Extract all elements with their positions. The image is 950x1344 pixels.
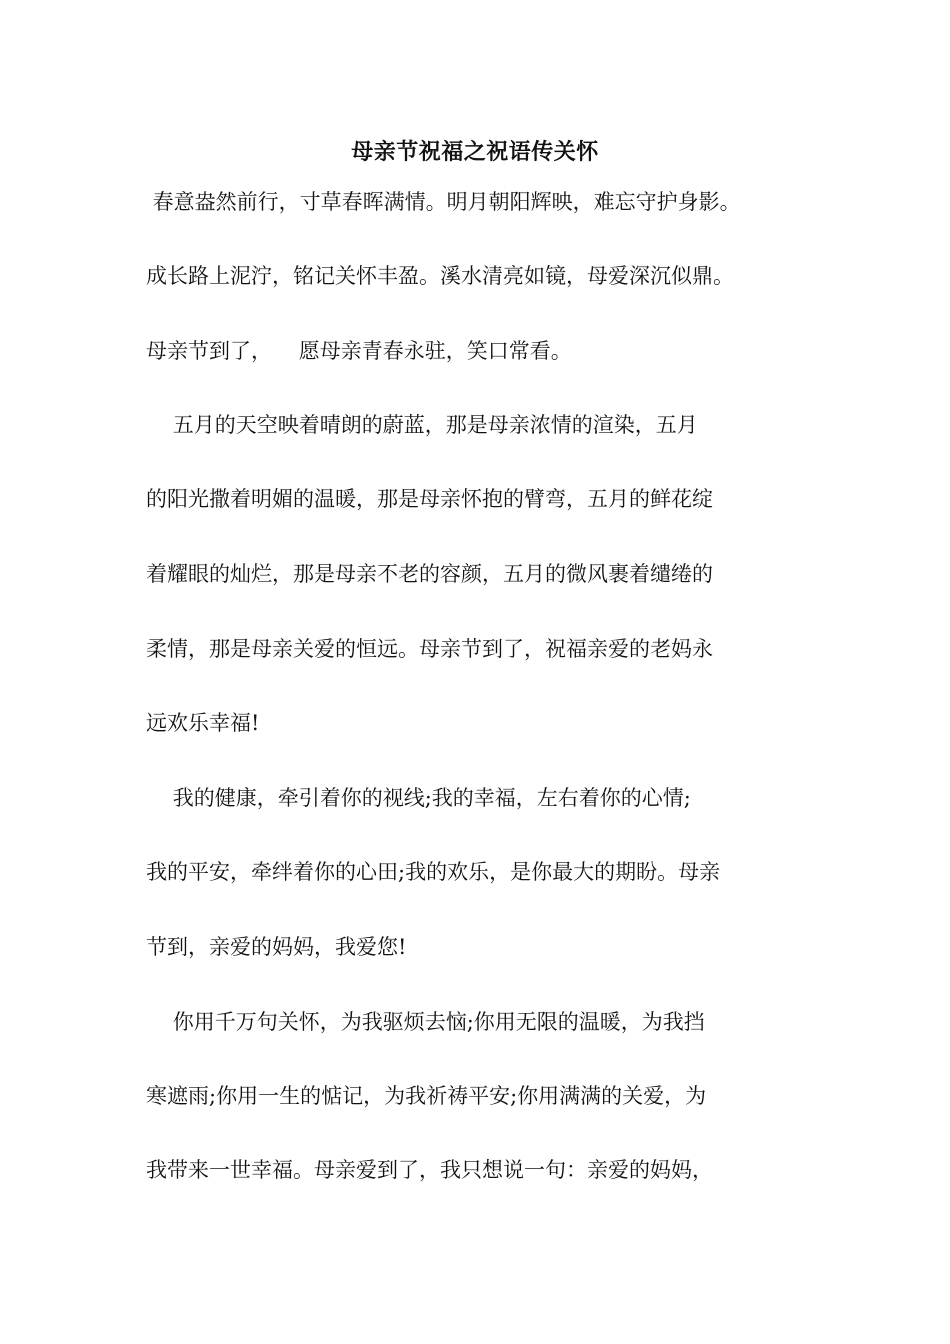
text-line: 成长路上泥泞，铭记关怀丰盈。溪水清亮如镜，母爱深沉似鼎。 — [146, 264, 734, 288]
text-line: 的阳光撒着明媚的温暖，那是母亲怀抱的臂弯，五月的鲜花绽 — [146, 487, 713, 511]
text-line: 我带来一世幸福。母亲爱到了，我只想说一句：亲爱的妈妈， — [146, 1158, 713, 1182]
text-line: 柔情，那是母亲关爱的恒远。母亲节到了，祝福亲爱的老妈永 — [146, 637, 713, 661]
text-line: 你用千万句关怀，为我驱烦去恼;你用无限的温暖，为我挡 — [146, 1010, 705, 1034]
text-line: 我的健康，牵引着你的视线;我的幸福，左右着你的心情; — [146, 786, 691, 810]
text-line: 着耀眼的灿烂，那是母亲不老的容颜，五月的微风裹着缱绻的 — [146, 562, 713, 586]
text-line: 五月的天空映着晴朗的蔚蓝，那是母亲浓情的渲染，五月 — [146, 413, 698, 437]
text-line: 母亲节到了， 愿母亲青春永驻，笑口常看。 — [146, 339, 572, 363]
text-line: 节到，亲爱的妈妈，我爱您! — [146, 935, 407, 959]
text-line: 我的平安，牵绊着你的心田;我的欢乐，是你最大的期盼。母亲 — [146, 860, 721, 884]
text-line: 春意盎然前行，寸草春晖满情。明月朝阳辉映，难忘守护身影。 — [146, 190, 741, 214]
document-title: 母亲节祝福之祝语传关怀 — [351, 140, 599, 165]
text-line: 寒遮雨;你用一生的惦记，为我祈祷平安;你用满满的关爱，为 — [146, 1084, 707, 1108]
text-line: 远欢乐幸福! — [146, 711, 260, 735]
